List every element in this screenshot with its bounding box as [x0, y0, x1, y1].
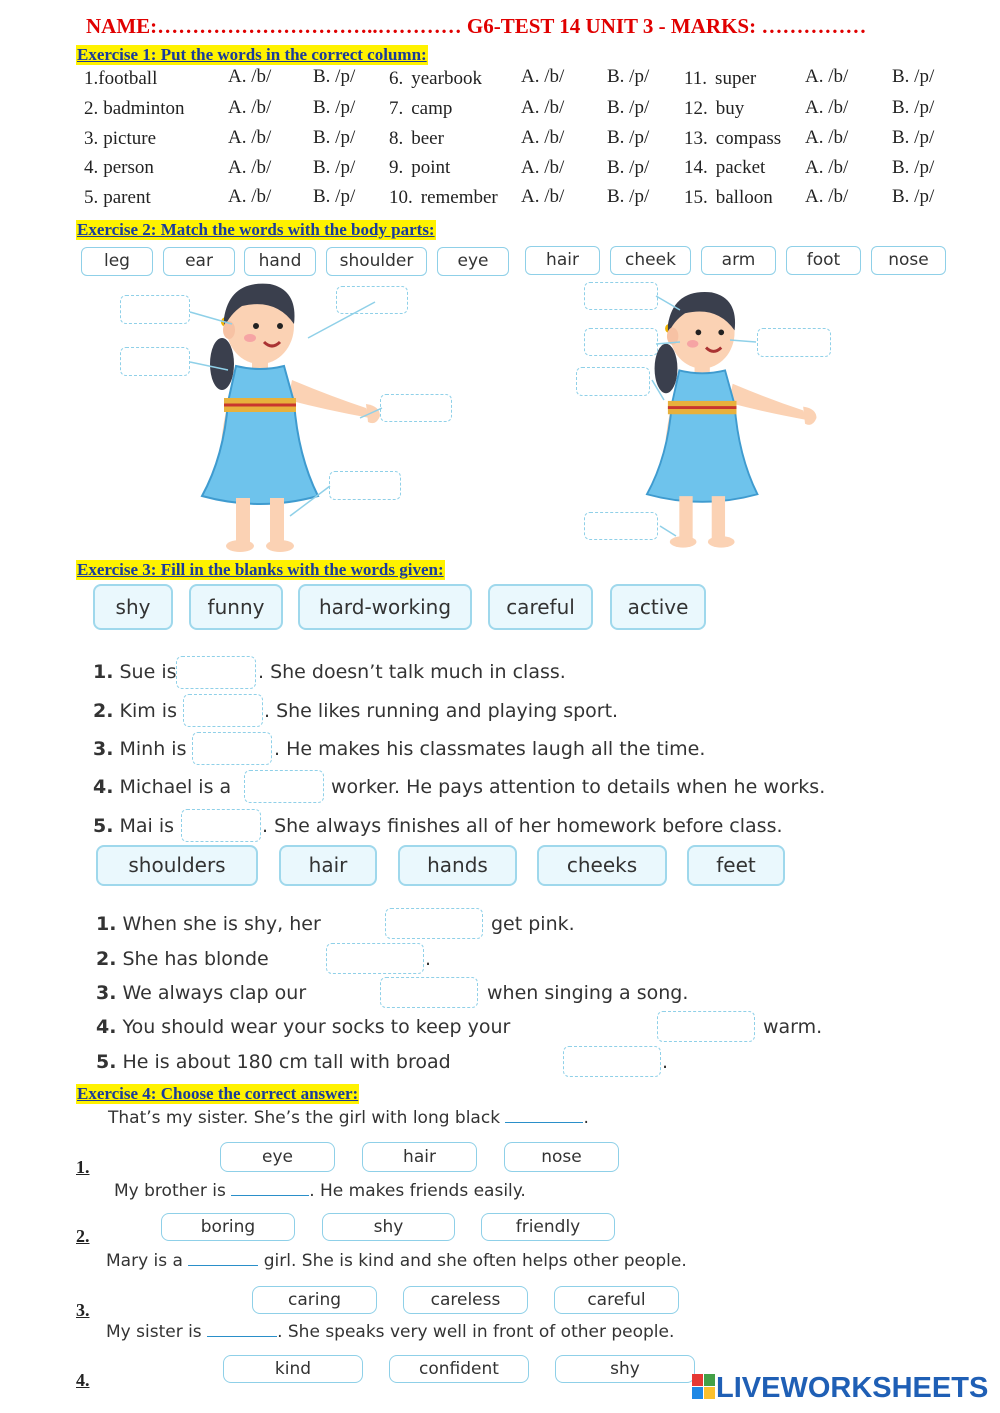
- item-word: point: [411, 157, 451, 178]
- sentence-b-2: 2. She has blonde: [96, 948, 269, 970]
- sentence-a-4-tail: worker. He pays attention to details when he works.: [331, 776, 826, 798]
- exercise-1-word: [389, 98, 452, 120]
- answer-blank[interactable]: [385, 908, 483, 939]
- option-confident[interactable]: confident: [389, 1355, 529, 1383]
- answer-blank[interactable]: [244, 770, 324, 803]
- item-number: 1.: [84, 68, 99, 89]
- question-2-number: 2.: [76, 1226, 90, 1246]
- exercise-1-word: [84, 157, 154, 179]
- exercise-1-word: [84, 187, 151, 209]
- option-b-sound[interactable]: A. /b/: [521, 127, 565, 148]
- exercise-3-heading: Exercise 3: Fill in the blanks with the words given:: [77, 560, 444, 579]
- answer-blank[interactable]: [183, 694, 263, 727]
- sentence-b-4: 4. You should wear your socks to keep your: [96, 1016, 511, 1038]
- exercise-1-word: [684, 187, 773, 209]
- word-chip-foot[interactable]: foot: [786, 246, 861, 275]
- word-chip-hair[interactable]: hair: [279, 845, 377, 886]
- option-b-sound[interactable]: A. /b/: [805, 66, 849, 87]
- exercise-1-heading: Exercise 1: Put the words in the correct column:: [77, 45, 427, 64]
- option-nose[interactable]: nose: [504, 1142, 619, 1172]
- sentence-b-3: 3. We always clap our: [96, 982, 307, 1004]
- option-b-sound[interactable]: A. /b/: [228, 186, 272, 207]
- item-number: 11.: [684, 68, 708, 89]
- sentence-a-3-tail: . He makes his classmates laugh all the time.: [274, 738, 706, 760]
- label-box[interactable]: [584, 328, 658, 356]
- exercise-1-word: [684, 98, 744, 120]
- item-number: 5.: [84, 187, 99, 208]
- question-4: My sister is . She speaks very well in front of other people.: [106, 1322, 675, 1342]
- option-hair[interactable]: hair: [362, 1142, 477, 1172]
- option-caring[interactable]: caring: [252, 1286, 377, 1314]
- word-chip-ear[interactable]: ear: [163, 247, 235, 276]
- option-p-sound[interactable]: B. /p/: [892, 127, 935, 148]
- option-p-sound[interactable]: B. /p/: [607, 186, 650, 207]
- exercise-1-word: [389, 187, 498, 209]
- item-word: badminton: [103, 98, 185, 119]
- option-b-sound[interactable]: A. /b/: [805, 157, 849, 178]
- question-3-number: 3.: [76, 1300, 90, 1320]
- option-careless[interactable]: careless: [403, 1286, 528, 1314]
- word-chip-shoulder[interactable]: shoulder: [326, 247, 427, 276]
- sentence-b-4-tail: warm.: [763, 1016, 823, 1038]
- question-1: That’s my sister. She’s the girl with long black .: [108, 1108, 589, 1128]
- option-p-sound[interactable]: B. /p/: [607, 127, 650, 148]
- sentence-b-5: 5. He is about 180 cm tall with broad: [96, 1051, 451, 1073]
- option-p-sound[interactable]: B. /p/: [892, 66, 935, 87]
- item-word: buy: [715, 98, 745, 119]
- item-number: 2.: [84, 98, 99, 119]
- sentence-b-5-tail: .: [662, 1051, 669, 1073]
- label-box[interactable]: [336, 286, 408, 314]
- option-p-sound[interactable]: B. /p/: [313, 97, 356, 118]
- word-chip-funny[interactable]: funny: [189, 584, 283, 630]
- word-chip-arm[interactable]: arm: [701, 246, 776, 275]
- item-word: parent: [103, 187, 151, 208]
- option-p-sound[interactable]: B. /p/: [892, 157, 935, 178]
- option-b-sound[interactable]: A. /b/: [805, 186, 849, 207]
- item-number: 14.: [684, 157, 708, 178]
- item-word: picture: [103, 128, 157, 149]
- word-chip-hard-working[interactable]: hard-working: [298, 584, 472, 630]
- option-p-sound[interactable]: B. /p/: [892, 186, 935, 207]
- item-word: football: [98, 68, 158, 89]
- word-chip-shy[interactable]: shy: [93, 584, 173, 630]
- sentence-a-5-tail: . She always finishes all of her homework before class.: [262, 815, 783, 837]
- answer-blank[interactable]: [326, 943, 424, 974]
- sentence-b-1: 1. When she is shy, her: [96, 913, 321, 935]
- exercise-1-word: [84, 68, 157, 90]
- question-3: Mary is a girl. She is kind and she often helps other people.: [106, 1251, 687, 1271]
- sentence-a-3: 3. Minh is: [93, 738, 187, 760]
- item-word: compass: [715, 128, 782, 149]
- label-box[interactable]: [120, 347, 190, 376]
- option-b-sound[interactable]: A. /b/: [228, 97, 272, 118]
- sentence-a-5: 5. Mai is: [93, 815, 175, 837]
- sentence-a-1-tail: . She doesn’t talk much in class.: [258, 661, 566, 683]
- sentence-a-2: 2. Kim is: [93, 700, 177, 722]
- word-chip-hands[interactable]: hands: [398, 845, 517, 886]
- question-1-number: 1.: [76, 1157, 90, 1177]
- option-p-sound[interactable]: B. /p/: [313, 66, 356, 87]
- word-chip-active[interactable]: active: [610, 584, 706, 630]
- sentence-a-2-tail: . She likes running and playing sport.: [264, 700, 619, 722]
- word-chip-hair[interactable]: hair: [525, 246, 600, 275]
- exercise-1-word: [684, 68, 756, 90]
- exercise-1-word: [84, 128, 156, 150]
- option-kind[interactable]: kind: [223, 1355, 363, 1383]
- option-b-sound[interactable]: A. /b/: [521, 157, 565, 178]
- label-box[interactable]: [757, 328, 831, 357]
- item-word: beer: [411, 128, 444, 149]
- exercise-4-heading: Exercise 4: Choose the correct answer:: [77, 1084, 359, 1103]
- item-number: 7.: [389, 98, 404, 119]
- option-b-sound[interactable]: A. /b/: [805, 97, 849, 118]
- item-number: 12.: [684, 98, 708, 119]
- liveworksheets-icon: [692, 1374, 716, 1400]
- option-b-sound[interactable]: A. /b/: [521, 97, 565, 118]
- item-word: remember: [420, 187, 498, 208]
- option-p-sound[interactable]: B. /p/: [607, 157, 650, 178]
- option-boring[interactable]: boring: [161, 1213, 295, 1241]
- item-number: 4.: [84, 157, 99, 178]
- exercise-1-word: [84, 98, 185, 120]
- label-box[interactable]: [120, 295, 190, 324]
- label-box[interactable]: [380, 394, 452, 422]
- option-b-sound[interactable]: A. /b/: [228, 127, 272, 148]
- answer-blank[interactable]: [380, 977, 478, 1008]
- option-b-sound[interactable]: A. /b/: [228, 66, 272, 87]
- option-b-sound[interactable]: A. /b/: [521, 66, 565, 87]
- item-number: 3.: [84, 128, 99, 149]
- word-chip-eye[interactable]: eye: [437, 247, 509, 276]
- option-p-sound[interactable]: B. /p/: [313, 186, 356, 207]
- exercise-1-word: [389, 68, 482, 90]
- exercise-1-word: [684, 157, 765, 179]
- word-chip-nose[interactable]: nose: [871, 246, 946, 275]
- item-number: 13.: [684, 128, 708, 149]
- option-b-sound[interactable]: A. /b/: [228, 157, 272, 178]
- sentence-a-1: 1. Sue is: [93, 661, 177, 683]
- page-title: NAME:…………………………..………… G6-TEST 14 UNIT 3 - MARKS: ……………: [86, 14, 867, 38]
- exercise-1-word: [684, 128, 781, 150]
- option-p-sound[interactable]: B. /p/: [313, 157, 356, 178]
- exercise-1-word: [389, 128, 444, 150]
- word-chip-feet[interactable]: feet: [687, 845, 785, 886]
- sentence-b-3-tail: when singing a song.: [487, 982, 689, 1004]
- option-p-sound[interactable]: B. /p/: [607, 97, 650, 118]
- label-box[interactable]: [584, 282, 658, 310]
- item-word: packet: [715, 157, 766, 178]
- question-2: My brother is . He makes friends easily.: [114, 1181, 526, 1201]
- word-chip-cheeks[interactable]: cheeks: [537, 845, 667, 886]
- word-chip-shoulders[interactable]: shoulders: [96, 845, 258, 886]
- answer-blank[interactable]: [657, 1011, 755, 1042]
- answer-blank[interactable]: [192, 732, 272, 765]
- word-chip-leg[interactable]: leg: [81, 247, 153, 276]
- item-word: camp: [411, 98, 453, 119]
- sentence-b-2-tail: .: [425, 948, 432, 970]
- answer-blank[interactable]: [176, 656, 256, 689]
- label-lines-right: [580, 280, 840, 540]
- option-p-sound[interactable]: B. /p/: [892, 97, 935, 118]
- item-word: yearbook: [411, 68, 482, 89]
- label-box[interactable]: [576, 367, 650, 396]
- option-careful[interactable]: careful: [554, 1286, 679, 1314]
- item-number: 9.: [389, 157, 404, 178]
- sentence-b-1-tail: get pink.: [491, 913, 575, 935]
- exercise-1-word: [389, 157, 450, 179]
- liveworksheets-logo[interactable]: LIVEWORKSHEETS: [692, 1372, 988, 1405]
- word-chip-cheek[interactable]: cheek: [610, 246, 691, 275]
- option-friendly[interactable]: friendly: [481, 1213, 615, 1241]
- option-b-sound[interactable]: A. /b/: [805, 127, 849, 148]
- word-chip-hand[interactable]: hand: [244, 247, 316, 276]
- item-number: 8.: [389, 128, 404, 149]
- word-chip-careful[interactable]: careful: [488, 584, 593, 630]
- label-box[interactable]: [584, 512, 658, 540]
- label-box[interactable]: [329, 471, 401, 500]
- option-b-sound[interactable]: A. /b/: [521, 186, 565, 207]
- option-p-sound[interactable]: B. /p/: [313, 127, 356, 148]
- exercise-2-heading: Exercise 2: Match the words with the body parts:: [77, 220, 435, 239]
- item-number: 6.: [389, 68, 404, 89]
- option-shy[interactable]: shy: [555, 1355, 695, 1383]
- answer-blank[interactable]: [181, 809, 261, 842]
- question-4-number: 4.: [76, 1370, 90, 1390]
- item-word: super: [715, 68, 757, 89]
- answer-blank[interactable]: [563, 1046, 661, 1077]
- item-word: balloon: [715, 187, 773, 208]
- option-eye[interactable]: eye: [220, 1142, 335, 1172]
- item-number: 15.: [684, 187, 708, 208]
- option-shy[interactable]: shy: [322, 1213, 455, 1241]
- item-word: person: [103, 157, 154, 178]
- option-p-sound[interactable]: B. /p/: [607, 66, 650, 87]
- item-number: 10.: [389, 187, 413, 208]
- sentence-a-4: 4. Michael is a: [93, 776, 232, 798]
